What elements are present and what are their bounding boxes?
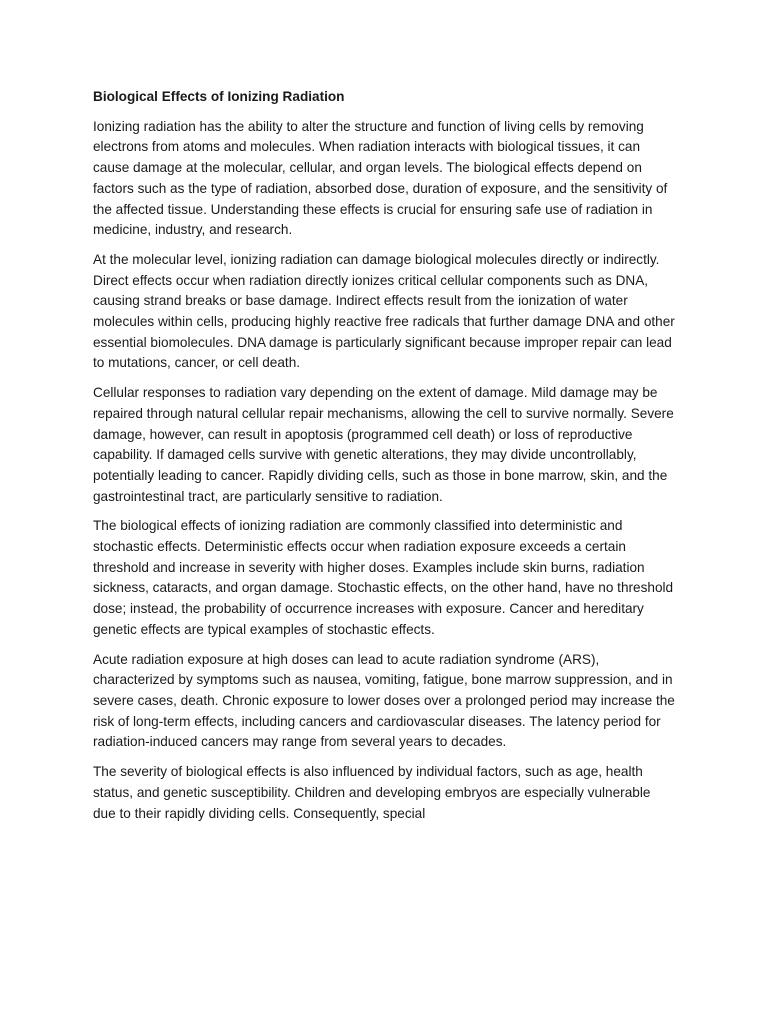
- document-title: Biological Effects of Ionizing Radiation: [93, 89, 345, 104]
- paragraph-molecular-level: At the molecular level, ionizing radiation can damage biological molecules directly or indirectly. Direct effects occur when radiation directly ionizes critical cellular components such as DNA, causing strand breaks or base damage. Indirect effects result from the ionization of water molecules within cells, producing highly reactive free radicals that further damage DNA and other essential biomolecules. DNA damage is particularly significant because improper repair can lead to mutations, cancer, or cell death.: [93, 251, 675, 371]
- paragraph-acute-chronic: Acute radiation exposure at high doses can lead to acute radiation syndrome (ARS), characterized by symptoms such as nausea, vomiting, fatigue, bone marrow suppression, and in severe cases, death. Chronic exposure to lower doses over a prolonged period may increase the risk of long-term effects, including cancers and cardiovascular diseases. The latency period for radiation-induced cancers may range from several years to decades.: [93, 651, 675, 750]
- document-body: [93, 87, 675, 833]
- paragraph-individual-factors: The severity of biological effects is also influenced by individual factors, such as age, health status, and genetic susceptibility. Children and developing embryos are especially vulnerable due to their rapidly dividing cells. Consequently, special: [93, 764, 651, 821]
- paragraph-deterministic-stochastic: The biological effects of ionizing radiation are commonly classified into deterministic and stochastic effects. Deterministic effects occur when radiation exposure exceeds a certain threshold and increase in severity with higher doses. Examples include skin burns, radiation sickness, cataracts, and organ damage. Stochastic effects, on the other hand, have no threshold dose; instead, the probability of occurrence increases with exposure. Cancer and hereditary genetic effects are typical examples of stochastic effects.: [93, 518, 674, 637]
- paragraph-intro: Ionizing radiation has the ability to alter the structure and function of living cells by removing electrons from atoms and molecules. When radiation interacts with biological tissues, it can cause damage at the molecular, cellular, and organ levels. The biological effects depend on factors such as the type of radiation, absorbed dose, duration of exposure, and the sensitivity of the affected tissue. Understanding these effects is crucial for ensuring safe use of radiation in medicine, industry, and research.: [93, 118, 668, 238]
- paragraph-cellular-responses: Cellular responses to radiation vary depending on the extent of damage. Mild damage may be repaired through natural cellular repair mechanisms, allowing the cell to survive normally. Severe damage, however, can result in apoptosis (programmed cell death) or loss of reproductive capability. If damaged cells survive with genetic alterations, they may divide uncontrollably, potentially leading to cancer. Rapidly dividing cells, such as those in bone marrow, skin, and the gastrointestinal tract, are particularly sensitive to radiation.: [93, 385, 674, 504]
